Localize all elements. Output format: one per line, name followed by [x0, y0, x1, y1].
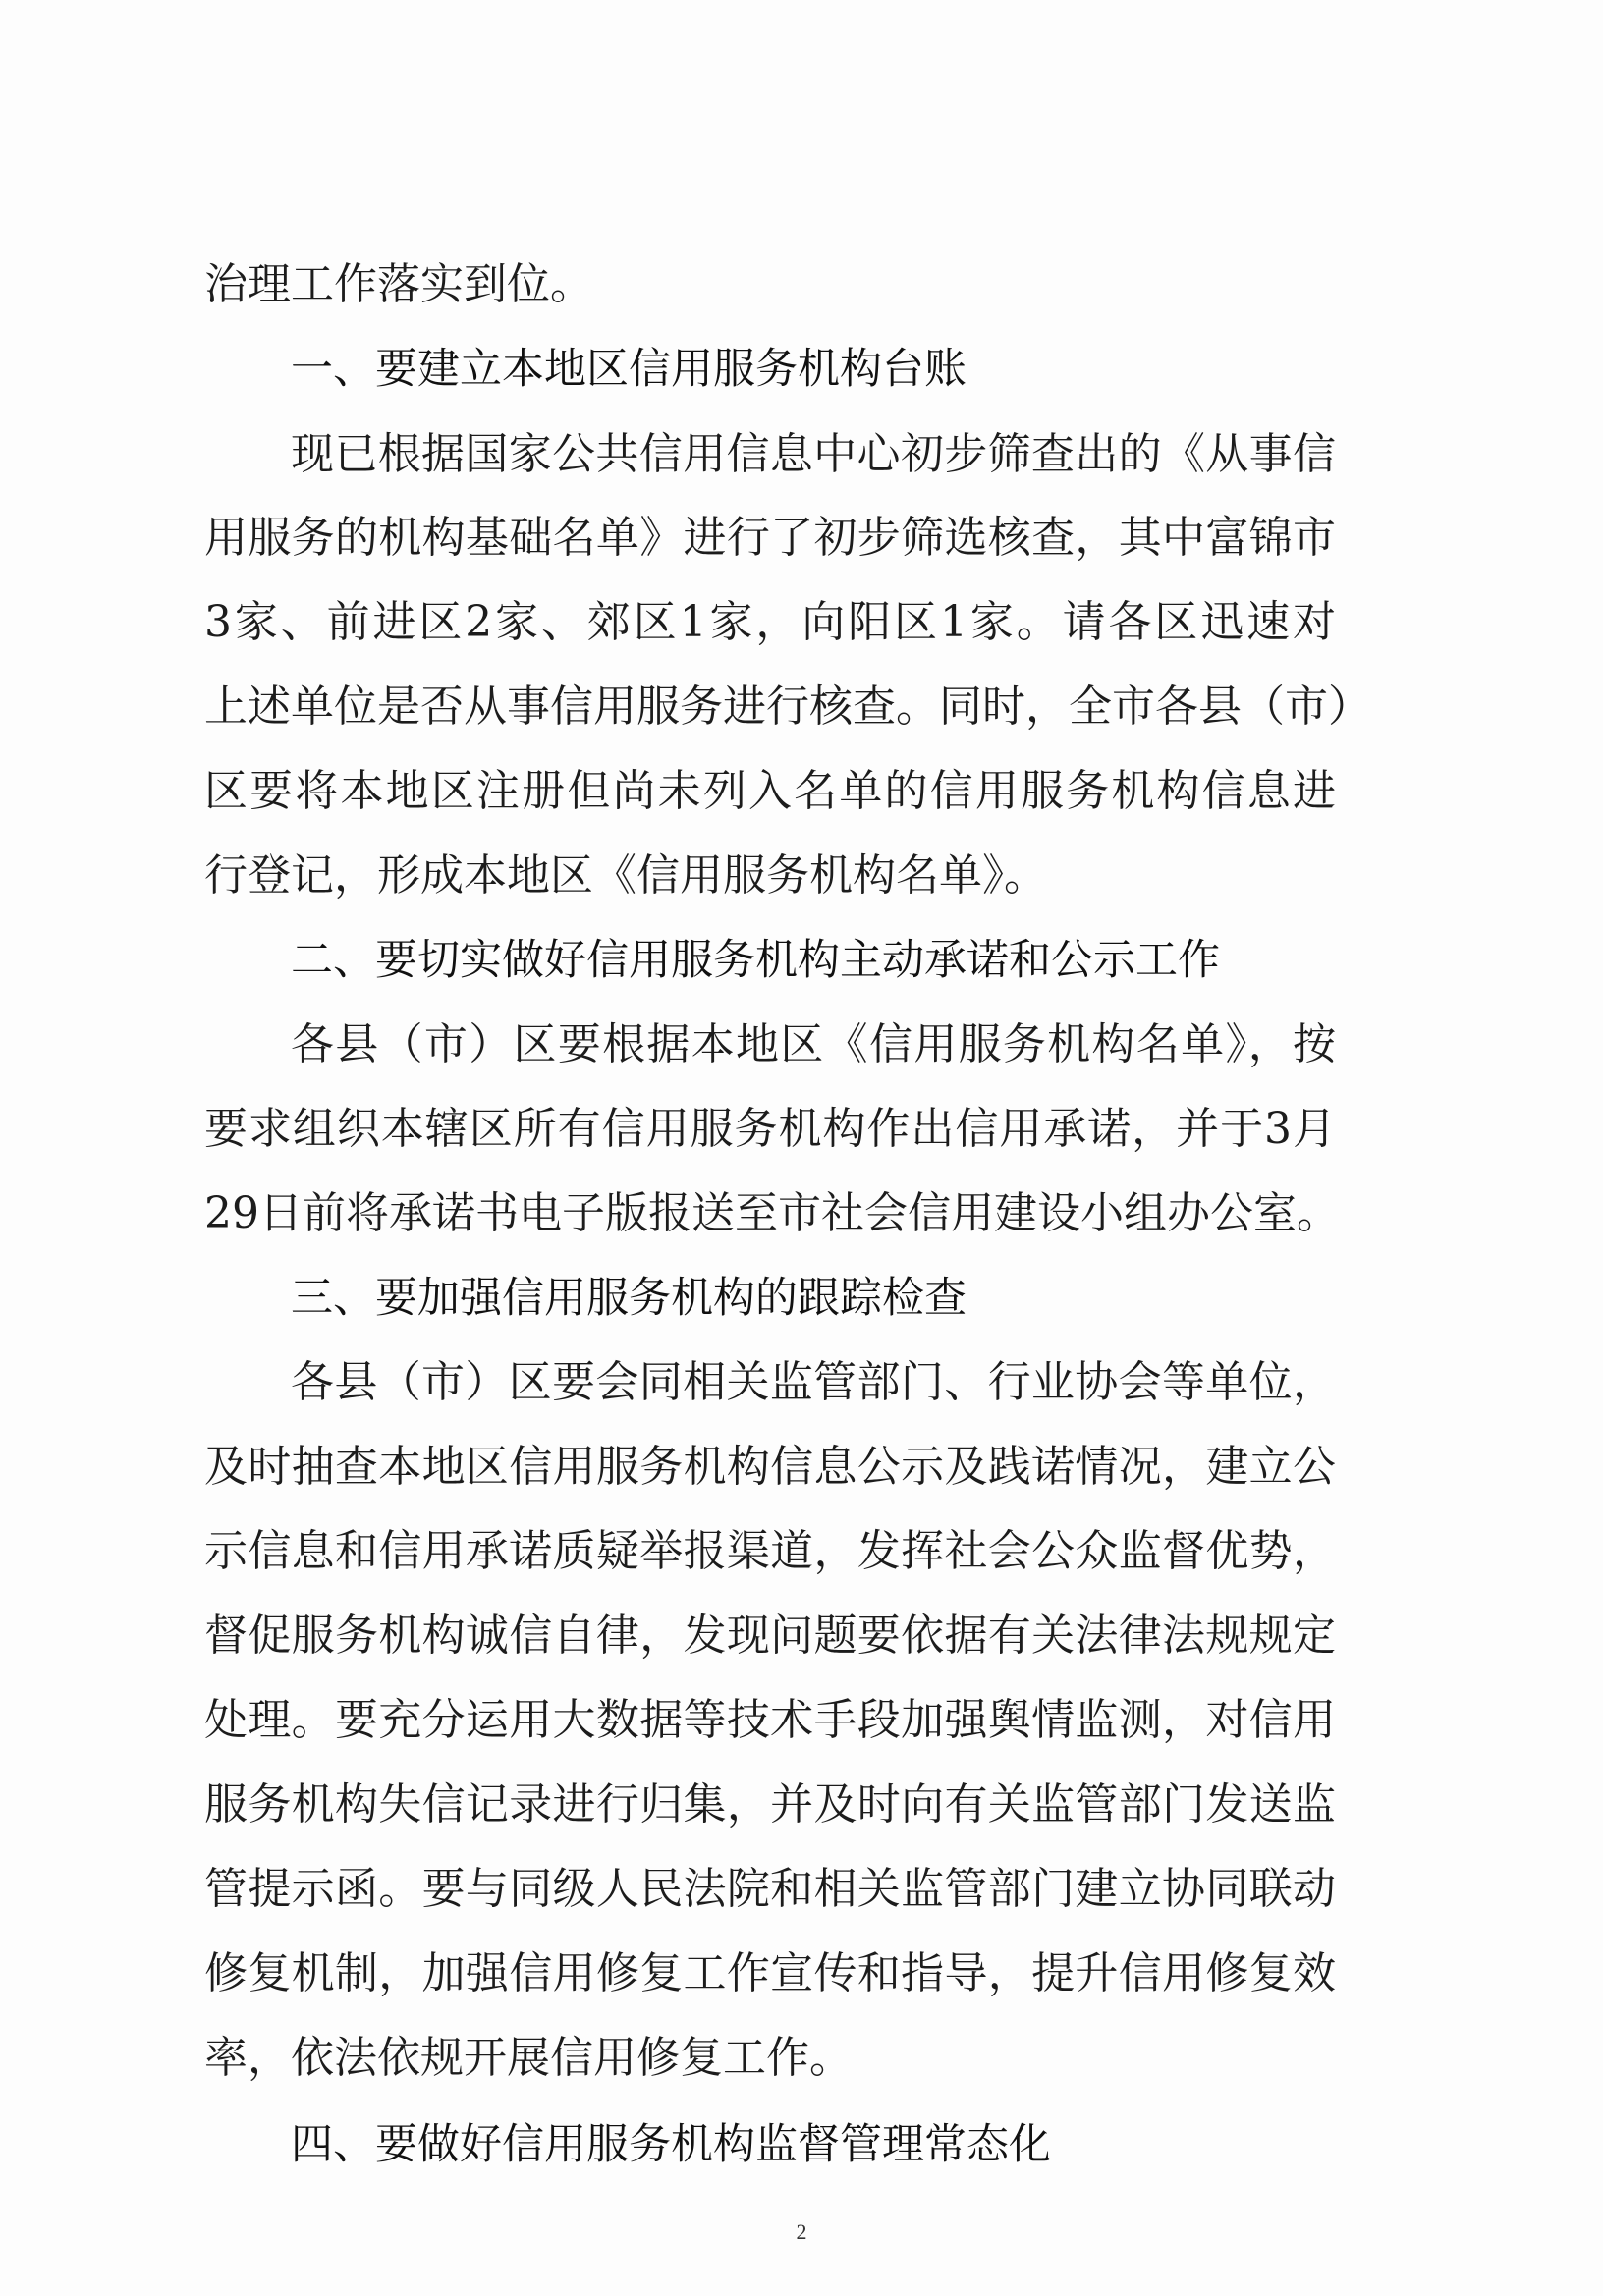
body-line-16: 服务机构失信记录进行归集，并及时向有关监管部门发送监 — [204, 1779, 1336, 1830]
page-number: 2 — [796, 2219, 807, 2244]
body-line-15: 处理。要充分运用大数据等技术手段加强舆情监测，对信用 — [204, 1695, 1336, 1745]
body-line-6: 区要将本地区注册但尚未列入名单的信用服务机构信息进 — [204, 766, 1336, 816]
body-line-12: 及时抽查本地区信用服务机构信息公示及践诺情况，建立公 — [204, 1442, 1336, 1492]
body-line-7: 行登记，形成本地区《信用服务机构名单》。 — [204, 850, 1047, 901]
body-line-17: 管提示函。要与同级人民法院和相关监管部门建立协同联动 — [204, 1864, 1336, 1914]
body-line-9: 要求组织本辖区所有信用服务机构作出信用承诺，并于3月 — [204, 1104, 1336, 1154]
body-line-8: 各县（市）区要根据本地区《信用服务机构名单》，按 — [291, 1019, 1336, 1069]
body-line-2: 现已根据国家公共信用信息中心初步筛查出的《从事信 — [291, 429, 1336, 479]
body-line-4: 3家、前进区2家、郊区1家，向阳区1家。请各区迅速对 — [204, 597, 1336, 647]
body-line-3: 用服务的机构基础名单》进行了初步筛选核查，其中富锦市 — [204, 513, 1336, 563]
body-line-10: 29日前将承诺书电子版报送至市社会信用建设小组办公室。 — [204, 1188, 1340, 1238]
body-line-5: 上述单位是否从事信用服务进行核查。同时，全市各县（市） — [204, 682, 1371, 732]
body-line-1: 治理工作落实到位。 — [204, 259, 593, 309]
section-heading-3: 三、要加强信用服务机构的跟踪检查 — [291, 1274, 967, 1323]
body-line-13: 示信息和信用承诺质疑举报渠道，发挥社会公众监督优势， — [204, 1526, 1336, 1576]
body-line-11: 各县（市）区要会同相关监管部门、行业协会等单位， — [291, 1357, 1336, 1407]
body-line-19: 率，依法依规开展信用修复工作。 — [204, 2033, 853, 2083]
section-heading-4: 四、要做好信用服务机构监督管理常态化 — [291, 2120, 1051, 2169]
body-line-14: 督促服务机构诚信自律，发现问题要依据有关法律法规规定 — [204, 1611, 1336, 1661]
section-heading-2: 二、要切实做好信用服务机构主动承诺和公示工作 — [291, 936, 1220, 985]
body-line-18: 修复机制，加强信用修复工作宣传和指导，提升信用修复效 — [204, 1948, 1336, 1998]
section-heading-1: 一、要建立本地区信用服务机构台账 — [291, 345, 967, 394]
